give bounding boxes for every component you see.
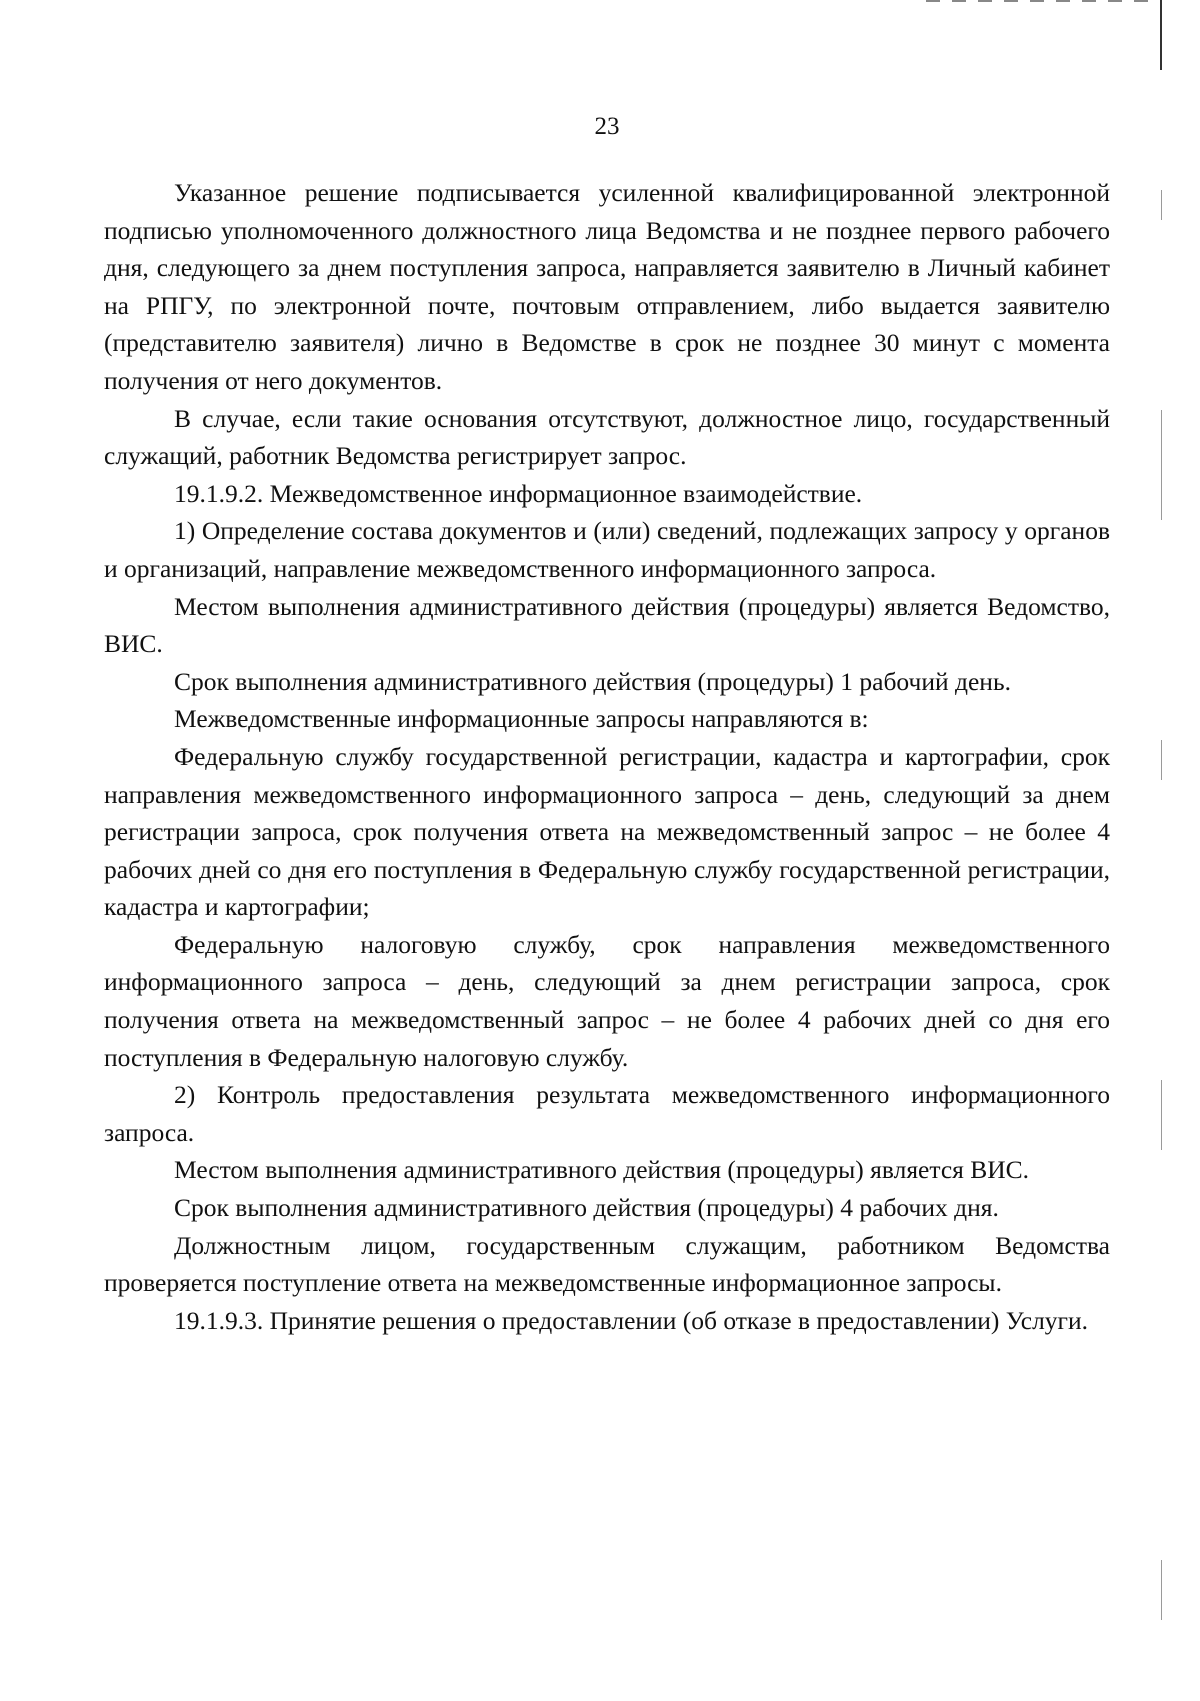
scan-edge-mark (1161, 740, 1162, 780)
paragraph: 1) Определение состава документов и (или) сведений, подлежащих запросу у органов и организаций, направление межведомственного информационного запроса. (104, 516, 1110, 583)
paragraph: Указанное решение подписывается усиленной квалифицированной электронной подписью уполномоченного должностного лица Ведомства и не позднее первого рабочего дня, следующего за днем поступления запроса, направляется заявителю в Личный кабинет на РПГУ, по электронной почте, почтовым отправлением, либо выдается заявителю (представителю заявителя) лично в Ведомстве в срок не позднее 30 минут с момента получения от него документов. (104, 178, 1110, 395)
scan-edge-mark (1161, 1560, 1162, 1620)
paragraph: 19.1.9.2. Межведомственное информационное взаимодействие. (174, 478, 863, 508)
scan-edge-mark (1161, 1080, 1162, 1150)
scan-edge-dashes (926, 0, 1156, 2)
scan-edge-line (1160, 0, 1162, 70)
page-number: 23 (594, 113, 620, 140)
paragraph: 19.1.9.3. Принятие решения о предоставлении (об отказе в предоставлении) Услуги. (174, 1305, 1089, 1335)
paragraph: Должностным лицом, государственным служащим, работником Ведомства проверяется поступление ответа на межведомственные информационное запросы. (104, 1230, 1110, 1298)
paragraph: Межведомственные информационные запросы направляются в: (174, 704, 869, 734)
paragraph: Местом выполнения административного действия (процедуры) является Ведомство, ВИС. (104, 591, 1110, 659)
paragraph: 2) Контроль предоставления результата межведомственного информационного запроса. (104, 1080, 1110, 1147)
paragraph: Федеральную налоговую службу, срок направления межведомственного информационного запроса – день, следующий за днем регистрации запроса, срок получения ответа на межведомственный запрос – не более 4 рабочих дней со дня его поступления в Федеральную налоговую службу. (104, 929, 1110, 1072)
scan-edge-mark (1161, 410, 1162, 520)
document-body (104, 174, 1110, 1339)
paragraph: В случае, если такие основания отсутствуют, должностное лицо, государственный служащий, работник Ведомства регистрирует запрос. (104, 403, 1110, 471)
scan-edge-mark (1161, 190, 1162, 220)
paragraph: Федеральную службу государственной регистрации, кадастра и картографии, срок направления межведомственного информационного запроса – день, следующий за днем регистрации запроса, срок получения ответа на межведомственный запрос – не более 4 рабочих дней со дня его поступления в Федеральную службу государственной регистрации, кадастра и картографии; (104, 741, 1110, 922)
paragraph: Местом выполнения административного действия (процедуры) является ВИС. (174, 1155, 1030, 1185)
paragraph: Срок выполнения административного действия (процедуры) 4 рабочих дня. (174, 1193, 999, 1223)
paragraph: Срок выполнения административного действия (процедуры) 1 рабочий день. (174, 666, 1011, 696)
